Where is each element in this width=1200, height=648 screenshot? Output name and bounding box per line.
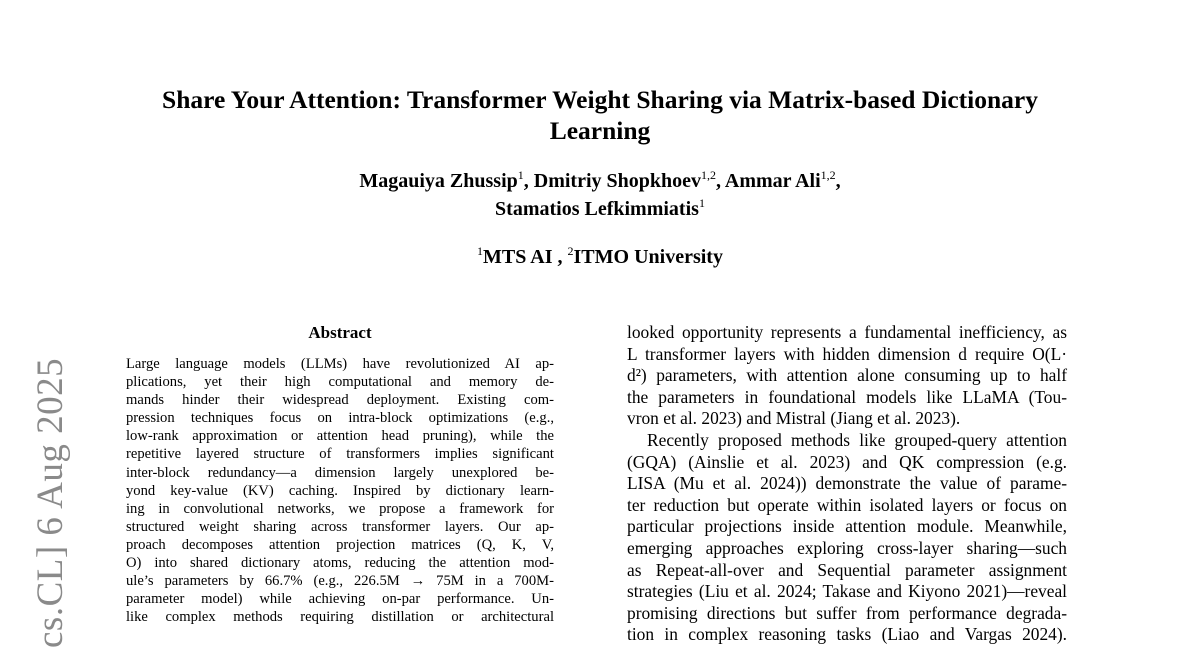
author-affiliation-mark: 1 — [698, 196, 705, 210]
body-line: emerging approaches exploring cross-layer sharing—such — [627, 537, 1067, 558]
abstract-line: repetitive layered structure of transformers implies significant — [126, 446, 554, 463]
authors-line-2 — [200, 196, 1000, 224]
intro-paragraph-1 — [627, 322, 1067, 430]
abstract-line: inter-block redundancy—a dimension largely unexplored be- — [126, 464, 554, 481]
authors-line-1 — [200, 168, 1000, 196]
abstract-heading: Abstract — [308, 323, 372, 342]
affiliation-mark: 1 — [477, 244, 484, 258]
abstract-line: ing in convolutional networks, we propose a framework for — [126, 500, 554, 517]
body-line: as Repeat-all-over and Sequential parameter assignment — [627, 559, 1067, 580]
abstract-line: Large language models (LLMs) have revolutionized AI ap- — [126, 356, 554, 372]
title-line-1: Share Your Attention: Transformer Weight Sharing via Matrix-based Dictionary — [162, 85, 1038, 114]
body-line: ter reduction but operate within isolated layers or focus on — [627, 494, 1067, 515]
abstract-line: structured weight sharing across transformer layers. Our ap- — [126, 518, 554, 535]
author-name: Magauiya Zhussip — [359, 170, 518, 192]
abstract-line: mands hinder their widespread deployment. Existing com- — [126, 392, 554, 409]
abstract-line: proach decomposes attention projection matrices (Q, K, V, — [126, 536, 554, 553]
abstract-line: ule’s parameters by 66.7% (e.g., 226.5M → 75M in a 700M- — [126, 573, 554, 590]
body-line: the parameters in foundational models like LLaMA (Tou- — [627, 386, 1067, 407]
affiliation-separator: , — [552, 246, 568, 268]
body-line: looked opportunity represents a fundamental inefficiency, as — [627, 322, 1067, 342]
body-line: Recently proposed methods like grouped-query attention — [647, 429, 1067, 450]
abstract-line: like complex methods requiring distillation or architectural — [126, 609, 554, 626]
author-affiliation-mark: 1,2 — [820, 168, 836, 182]
abstract-line: plications, yet their high computational and memory de- — [126, 374, 554, 391]
body-line: tion in complex reasoning tasks (Liao and Vargas 2024). — [627, 624, 1067, 645]
abstract-line: parameter model) while achieving on-par performance. Un- — [126, 591, 554, 608]
body-line: LISA (Mu et al. 2024)) demonstrate the value of parame- — [627, 473, 1067, 494]
author-affiliation-mark: 1 — [517, 168, 524, 182]
author-name: Ammar Ali — [724, 170, 821, 192]
intro-column — [627, 322, 1067, 646]
abstract-line: yond key-value (KV) caching. Inspired by dictionary learn- — [126, 482, 554, 499]
body-line: L transformer layers with hidden dimension d require O(L· — [627, 343, 1067, 364]
intro-paragraph-2 — [627, 430, 1067, 646]
body-line: promising directions but suffer from performance degrada- — [627, 602, 1067, 623]
affiliation-name: MTS AI — [483, 246, 553, 268]
author-name: Dmitriy Shopkhoev — [533, 170, 701, 192]
body-line: d²) parameters, with attention alone consuming up to half — [627, 365, 1067, 386]
body-line: strategies (Liu et al. 2024; Takase and Kiyono 2021)—reveal — [627, 581, 1067, 602]
affiliation-mark: 2 — [567, 244, 574, 258]
title-line-2: Learning — [549, 116, 651, 145]
author-separator: , — [835, 170, 841, 192]
author-list — [200, 168, 1000, 224]
paper-title — [80, 84, 1120, 146]
author-separator: , — [716, 170, 725, 192]
affiliation-name: ITMO University — [573, 246, 723, 268]
abstract-line: pression techniques focus on intra-block optimizations (e.g., — [126, 410, 554, 427]
body-line: particular projections inside attention module. Meanwhile, — [627, 516, 1067, 537]
body-line: vron et al. 2023) and Mistral (Jiang et al. 2023). — [627, 408, 961, 429]
arxiv-side-stamp: cs.CL] 6 Aug 2025 — [30, 357, 71, 648]
abstract-body — [126, 355, 554, 626]
body-line: (GQA) (Ainslie et al. 2023) and QK compression (e.g. — [627, 451, 1067, 472]
author-affiliation-mark: 1,2 — [701, 168, 716, 182]
affiliations — [200, 244, 1000, 272]
abstract-line: low-rank approximation or attention head pruning), while the — [126, 428, 554, 445]
author-separator: , — [523, 170, 534, 192]
author-name: Stamatios Lefkimmiatis — [495, 198, 699, 220]
abstract-line: O) into shared dictionary atoms, reducing the attention mod- — [126, 555, 554, 572]
